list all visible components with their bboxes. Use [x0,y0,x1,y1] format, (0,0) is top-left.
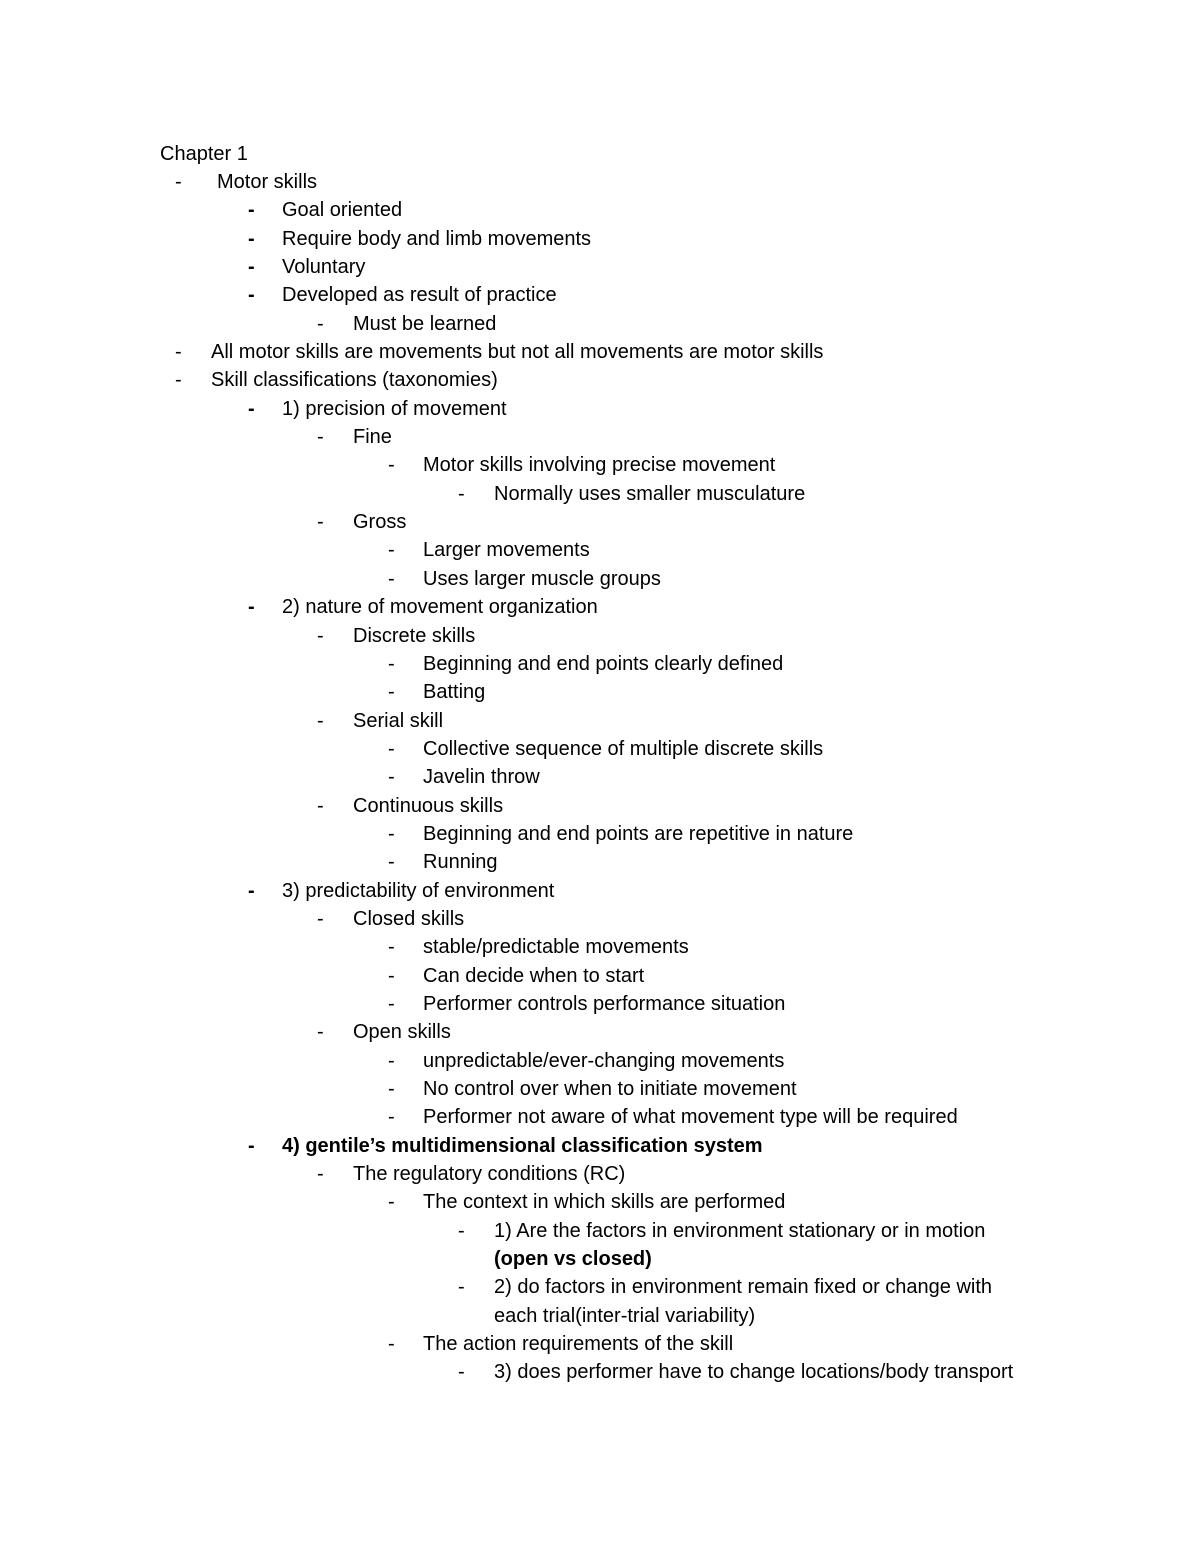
bullet-dash: - [388,964,395,987]
bullet-dash: - [388,992,395,1015]
outline-line [0,1075,1200,1103]
bullet-dash: - [388,1333,395,1356]
outline-text: Javelin throw [423,766,540,789]
outline-text: Continuous skills [353,794,504,817]
outline-text: Discrete skills [353,624,476,647]
bullet-dash: - [175,369,182,392]
outline-line [0,508,1200,536]
outline-line [0,678,1200,706]
outline-text: Beginning and end points are repetitive in nature [423,822,854,845]
outline-text: No control over when to initiate movement [423,1078,797,1100]
page-title: Chapter 1 [160,143,248,165]
bullet-dash: - [388,1106,395,1129]
outline-text: Skill classifications (taxonomies) [211,369,498,392]
bullet-dash: - [458,1361,465,1384]
outline-text: All motor skills are movements but not all movements are motor skills [211,341,824,364]
bullet-dash: - [388,567,395,590]
bullet-dash: - [317,511,324,534]
bullet-dash: - [248,284,255,307]
outline-line [0,877,1200,905]
outline-text: Require body and limb movements [282,227,592,250]
bullet-dash: - [388,539,395,562]
outline-text: Goal oriented [282,199,403,222]
bullet-dash: - [388,936,395,959]
bullet-dash: - [248,1134,255,1157]
bullet-dash: - [248,596,255,619]
outline-line [0,593,1200,621]
outline-line [0,366,1200,394]
outline-line [0,1217,1200,1245]
outline-line [0,820,1200,848]
bullet-dash: - [248,256,255,279]
outline-line [0,1358,1200,1386]
outline-text: Motor skills involving precise movement [423,454,776,477]
outline-text: The regulatory conditions (RC) [353,1163,626,1186]
outline-text: Batting [423,681,486,704]
outline-line [0,423,1200,451]
outline-text: 1) precision of movement [282,397,507,420]
outline-text: Larger movements [423,539,590,562]
outline-text: Uses larger muscle groups [423,567,661,590]
bullet-dash: - [388,681,395,704]
bullet-dash: - [388,851,395,874]
bullet-dash: - [388,822,395,845]
bullet-dash: - [458,1219,465,1242]
outline-line [0,650,1200,678]
outline-line [0,763,1200,791]
outline-line [0,1103,1200,1131]
outline-text: Must be learned [353,312,497,335]
bullet-dash: - [317,1163,324,1186]
outline-text: Fine [353,426,392,449]
bullet-dash: - [317,624,324,647]
outline-text: Open skills [353,1021,451,1044]
bullet-dash: - [317,709,324,732]
outline-line [0,1018,1200,1046]
outline-line [0,848,1200,876]
outline-text: Voluntary [282,256,366,279]
outline-line [0,707,1200,735]
bullet-dash: - [317,907,324,930]
outline-line [0,451,1200,479]
bullet-dash: - [317,312,324,335]
outline-line [0,1188,1200,1216]
outline-line [0,168,1200,196]
bullet-dash: - [388,766,395,789]
outline-text: 2) nature of movement organization [282,596,598,619]
outline-line [0,395,1200,423]
bullet-dash: - [388,1049,395,1072]
outline-line [0,905,1200,933]
outline-line [0,536,1200,564]
outline-text: Performer controls performance situation [423,992,786,1015]
outline-text: Serial skill [353,709,444,732]
outline-text: Gross [353,511,407,534]
outline-text: 3) predictability of environment [282,879,555,902]
bullet-outline [0,168,1200,1387]
bullet-dash: - [388,737,395,760]
bullet-dash: - [248,199,255,222]
outline-line [0,1302,1200,1330]
bullet-dash: - [317,794,324,817]
outline-text: The action requirements of the skill [423,1333,734,1356]
outline-text: The context in which skills are performed [423,1191,786,1214]
outline-text: Collective sequence of multiple discrete skills [423,737,824,760]
outline-line [0,480,1200,508]
outline-line [0,281,1200,309]
bullet-dash: - [175,171,182,193]
bullet-dash: - [317,1021,324,1044]
outline-line [0,225,1200,253]
outline-line [0,735,1200,763]
outline-text: Can decide when to start [423,964,645,987]
outline-text: Beginning and end points clearly defined [423,652,784,675]
outline-text: 3) does performer have to change locations/body transport [494,1361,1014,1384]
outline-text: Normally uses smaller musculature [494,482,806,505]
outline-line [0,310,1200,338]
outline-text: 1) Are the factors in environment stationary or in motion [494,1219,986,1242]
outline-line [0,1047,1200,1075]
outline-text: unpredictable/ever-changing movements [423,1049,785,1072]
outline-line [0,990,1200,1018]
outline-text: (open vs closed) [494,1248,652,1271]
outline-text: each trial(inter-trial variability) [494,1304,756,1327]
outline-line [0,933,1200,961]
outline-line [0,1330,1200,1358]
bullet-dash: - [248,397,255,420]
outline-text: 4) gentile’s multidimensional classification system [282,1134,763,1157]
bullet-dash: - [317,426,324,449]
outline-text: Closed skills [353,907,465,930]
outline-line [0,253,1200,281]
outline-text: stable/predictable movements [423,936,689,959]
bullet-dash: - [248,879,255,902]
outline-line [0,962,1200,990]
outline-text: Running [423,851,498,874]
bullet-dash: - [388,1078,395,1100]
outline-line [0,565,1200,593]
bullet-dash: - [175,341,182,364]
outline-text: Developed as result of practice [282,284,557,307]
outline-line [0,1132,1200,1160]
outline-line [0,338,1200,366]
outline-line [0,792,1200,820]
outline-line [0,1273,1200,1301]
outline-line [0,622,1200,650]
outline-line [0,196,1200,224]
outline-text: 2) do factors in environment remain fixed or change with [494,1276,993,1299]
bullet-dash: - [388,454,395,477]
bullet-dash: - [458,482,465,505]
outline-text: Performer not aware of what movement type will be required [423,1106,958,1129]
bullet-dash: - [388,1191,395,1214]
bullet-dash: - [248,227,255,250]
bullet-dash: - [388,652,395,675]
outline-text: Motor skills [217,171,318,193]
outline-line [0,1160,1200,1188]
outline-line [0,1245,1200,1273]
bullet-dash: - [458,1276,465,1299]
